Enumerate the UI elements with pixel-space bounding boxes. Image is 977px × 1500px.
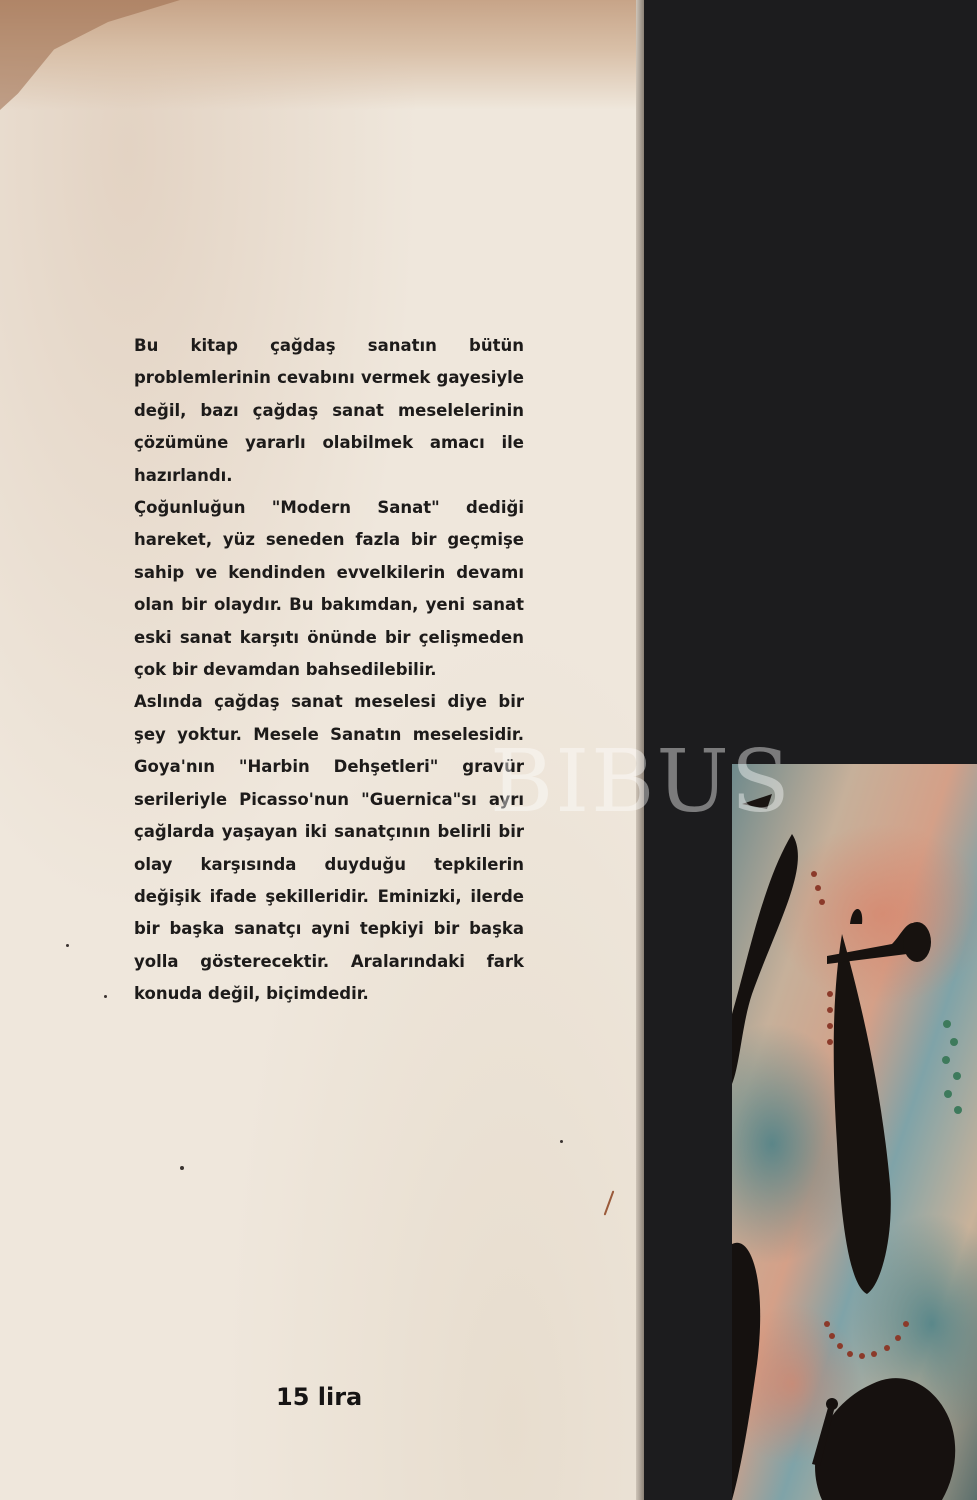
paper-speck [104,995,107,998]
back-cover-blurb [134,330,524,1011]
paper-speck [66,944,69,947]
blurb-paragraph-1: Bu kitap çağdaş sanatın bütün problemlerinin cevabını vermek gayesiyle değil, bazı çağdaş sanat meselelerinin çözümüne yararlı olabilmek amacı ile hazırlandı. [134,336,524,485]
paper-speck [604,1190,615,1215]
abstract-painting-image [732,764,977,1500]
blurb-paragraph-2: Çoğunluğun "Modern Sanat" dediği hareket, yüz seneden fazla bir geçmişe sahip ve kendinden evvelkilerin devamı olan bir olaydır. Bu bakımdan, yeni sanat eski sanat karşıtı önünde bir çelişmeden çok bir devamdan bahsedilebilir. [134,498,524,680]
blurb-paragraph-3: Aslında çağdaş sanat meselesi diye bir şey yoktur. Mesele Sanatın meselesidir. Goya'nın "Harbin Dehşetleri" gravür serileriyle Picasso'nun "Guernica"sı ayrı çağlarda yaşayan iki sanatçının belirli bir olay karşısında duyduğu tepkilerin değişik ifade şekilleridir. Eminizki, ilerde bir başka sanatçı ayni tepkiyi bir başka yolla gösterecektir. Aralarındaki fark konuda değil, biçimdedir. [134,692,524,1004]
paper-speck [180,1166,184,1170]
watermark-text: BIBUS [490,732,792,832]
paper-speck [560,1140,563,1143]
price-label: 15 lira [276,1383,363,1411]
